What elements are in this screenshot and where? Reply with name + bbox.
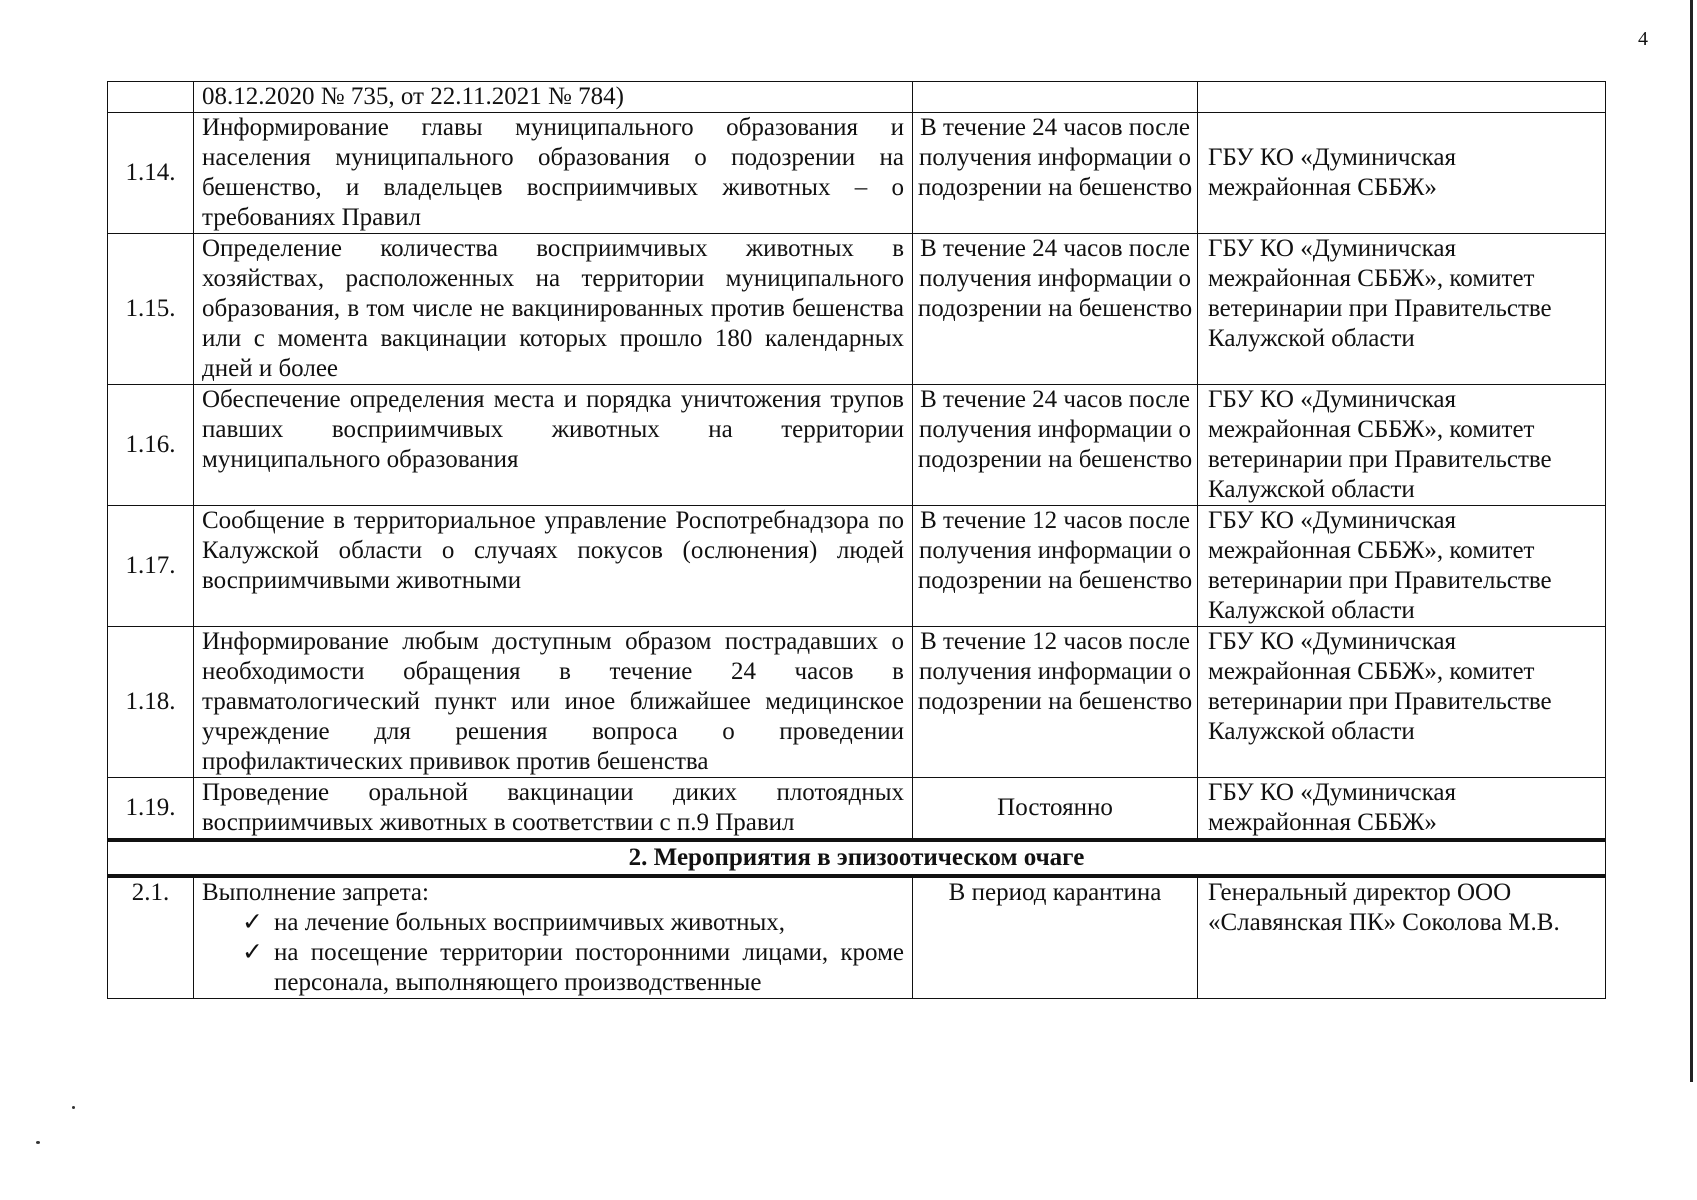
- row-responsible: ГБУ КО «Думиничская межрайонная СББЖ», комитет ветеринарии при Правительстве Калужской области: [1198, 627, 1606, 778]
- table-row: [108, 113, 1606, 234]
- row-number: 1.15.: [108, 234, 194, 385]
- row-responsible: ГБУ КО «Думиничская межрайонная СББЖ»: [1198, 778, 1606, 841]
- list-item-text: на лечение больных восприимчивых животных,: [274, 909, 786, 936]
- section-title: 2. Мероприятия в эпизоотическом очаге: [108, 840, 1606, 876]
- measures-table: [107, 81, 1606, 999]
- row-responsible: ГБУ КО «Думиничская межрайонная СББЖ», комитет ветеринарии при Правительстве Калужской области: [1198, 385, 1606, 506]
- row-description: [194, 876, 913, 999]
- prohibition-list: [202, 908, 904, 996]
- row-number: 1.17.: [108, 506, 194, 627]
- section-header-row: [108, 840, 1606, 876]
- row-responsible: ГБУ КО «Думиничская межрайонная СББЖ», комитет ветеринарии при Правительстве Калужской области: [1198, 506, 1606, 627]
- row-number: 1.16.: [108, 385, 194, 506]
- row-term: В течение 24 часов после получения информации о подозрении на бешенство: [913, 113, 1198, 234]
- row-description: Обеспечение определения места и порядка уничтожения трупов павших восприимчивых животных на территории муниципального образования: [194, 385, 913, 506]
- table-row: [108, 385, 1606, 506]
- row-description: Информирование любым доступным образом пострадавших о необходимости обращения в течение 24 часов в травматологический пункт или иное ближайшее медицинское учреждение для решения вопроса о проведении профилактических прививок против бешенства: [194, 627, 913, 778]
- row-term: В течение 12 часов после получения информации о подозрении на бешенство: [913, 506, 1198, 627]
- row-description: Информирование главы муниципального образования и населения муниципального образования о подозрении на бешенство, и владельцев восприимчивых животных – о требованиях Правил: [194, 113, 913, 234]
- row-description: Определение количества восприимчивых животных в хозяйствах, расположенных на территории муниципального образования, в том числе не вакцинированных против бешенства или с момента вакцинации которых прошло 180 календарных дней и более: [194, 234, 913, 385]
- scan-artifact-dot: [36, 1141, 40, 1144]
- row-number: 1.19.: [108, 778, 194, 841]
- table-row: [108, 234, 1606, 385]
- scan-edge-line: [1690, 0, 1693, 1082]
- row-number: [108, 82, 194, 113]
- row-number: 2.1.: [108, 876, 194, 999]
- row-responsible: ГБУ КО «Думиничская межрайонная СББЖ»: [1198, 113, 1606, 234]
- row-number: 1.14.: [108, 113, 194, 234]
- list-item-text: на посещение территории посторонними лицами, кроме персонала, выполняющего производственные: [274, 939, 904, 996]
- row-term: В период карантина: [913, 876, 1198, 999]
- row-responsible: [1198, 82, 1606, 113]
- row-description: 08.12.2020 № 735, от 22.11.2021 № 784): [194, 82, 913, 113]
- row-description-content: [202, 878, 904, 996]
- row-term: В течение 24 часов после получения информации о подозрении на бешенство: [913, 385, 1198, 506]
- row-term: В течение 12 часов после получения информации о подозрении на бешенство: [913, 627, 1198, 778]
- page-number: 4: [1638, 28, 1648, 50]
- table-row: [108, 876, 1606, 999]
- row-responsible: Генеральный директор ООО «Славянская ПК» Соколова М.В.: [1198, 876, 1606, 999]
- row-term: В течение 24 часов после получения информации о подозрении на бешенство: [913, 234, 1198, 385]
- row-description-intro: Выполнение запрета:: [202, 879, 429, 906]
- table-row: [108, 627, 1606, 778]
- scan-artifact-dot: [72, 1106, 75, 1109]
- table-row: [108, 778, 1606, 841]
- row-term: Постоянно: [913, 778, 1198, 841]
- check-icon: ✓: [242, 939, 263, 966]
- row-description: Проведение оральной вакцинации диких плотоядных восприимчивых животных в соответствии с п.9 Правил: [194, 778, 913, 841]
- table-row: [108, 506, 1606, 627]
- row-responsible: ГБУ КО «Думиничская межрайонная СББЖ», комитет ветеринарии при Правительстве Калужской области: [1198, 234, 1606, 385]
- check-icon: ✓: [242, 909, 263, 936]
- table-row: [108, 82, 1606, 113]
- row-number: 1.18.: [108, 627, 194, 778]
- list-item: [202, 908, 904, 938]
- row-term: [913, 82, 1198, 113]
- list-item: [202, 938, 904, 996]
- row-description: Сообщение в территориальное управление Роспотребнадзора по Калужской области о случаях покусов (ослюнения) людей восприимчивыми животными: [194, 506, 913, 627]
